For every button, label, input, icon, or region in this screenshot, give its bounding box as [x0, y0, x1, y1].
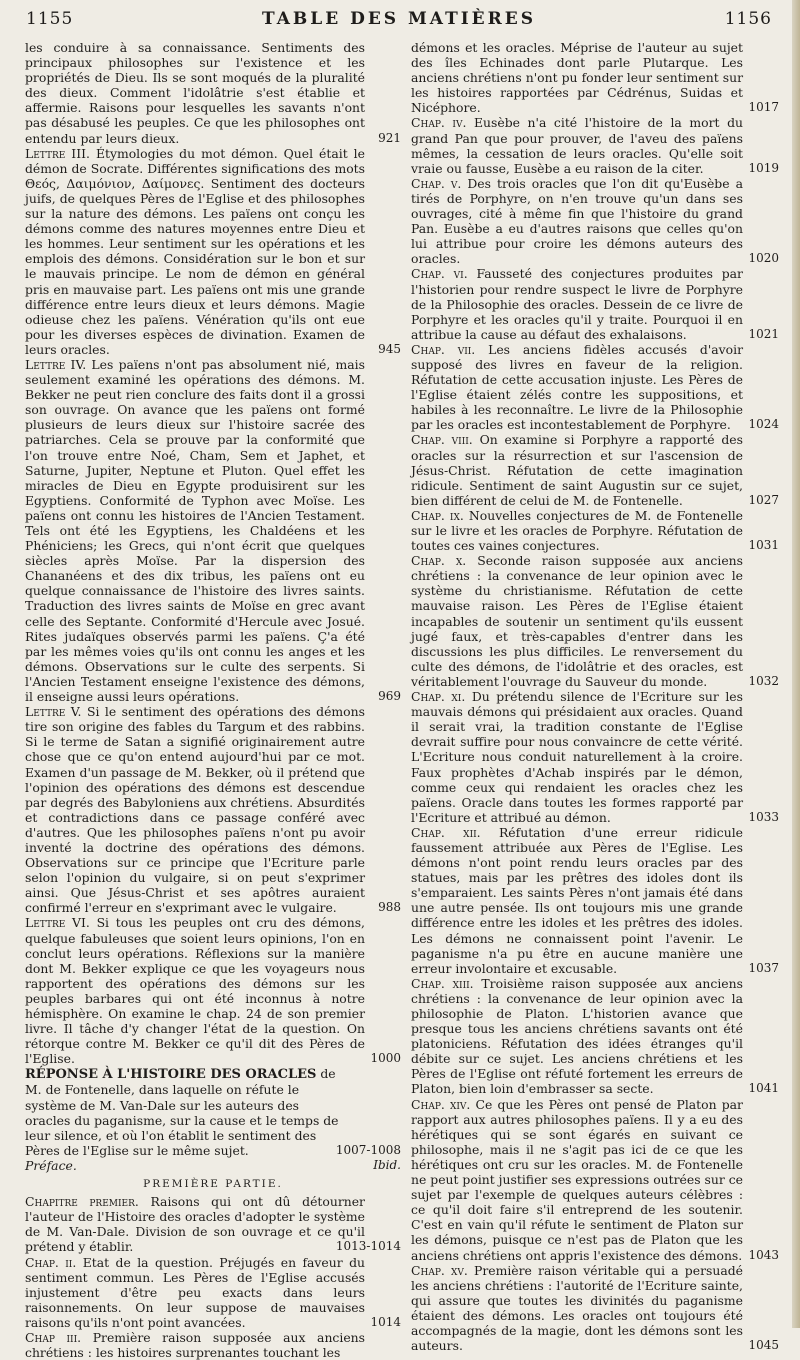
toc-entry-label: Chap. xii. — [411, 824, 481, 840]
left-entries — [25, 40, 401, 1066]
toc-entry — [25, 40, 401, 146]
part-title: PREMIÈRE PARTIE. — [143, 1178, 283, 1191]
toc-entry — [411, 176, 779, 267]
toc-entry-text: Eusèbe n'a cité l'histoire de la mort du grand Pan que pour prouver, de l'aveu des païens mêmes, la cessation de leurs oracles. Qu'elle soit vraie ou fausse, Eusèbe a eu raison de la citer. — [411, 115, 743, 176]
toc-entry-text: Nouvelles conjectures de M. de Fontenelle sur le livre et les oracles de Porphyre. Réfutation de toutes ces vaines conjectures. — [411, 507, 743, 554]
toc-entry — [411, 115, 779, 175]
response-heading-page: 1007-1008 — [335, 1142, 401, 1157]
toc-entry-label: Chap. vi. — [411, 266, 468, 282]
toc-entry-label: Chap. ii. — [25, 1254, 77, 1270]
toc-entry-page: 1041 — [748, 1081, 779, 1096]
toc-entry-label: Lettre III. — [25, 145, 90, 161]
toc-entry-page: 988 — [378, 900, 401, 915]
toc-entry — [25, 1330, 401, 1360]
toc-entry-page: 1020 — [748, 251, 779, 266]
toc-entry-label: Chap. v. — [411, 175, 462, 191]
toc-entry-text: Raisons qui ont dû détourner l'auteur de l'Histoire des oracles d'adopter le système de M. Van-Dale. Division de son ouvrage et ce qu'il prétend y établir. — [25, 1194, 365, 1255]
toc-entry-label: Chapitre premier. — [25, 1194, 139, 1210]
toc-entry-label: Lettre VI. — [25, 915, 90, 931]
right-entries — [411, 40, 779, 1353]
toc-entry-page: 945 — [378, 341, 401, 356]
toc-entry — [411, 553, 779, 689]
toc-entry — [411, 1097, 779, 1263]
toc-entry — [411, 508, 779, 553]
preface-label: Préface. — [25, 1157, 77, 1173]
toc-entry-text: Fausseté des conjectures produites par l'historien pour rendre suspect le livre de Porphyre de la Philosophie des oracles. Dessein de ce livre de Porphyre et les oracles qu'il y traite. Pourquoi il en attribue la cause au défaut des exhalaisons. — [411, 266, 743, 342]
toc-entry — [411, 976, 779, 1097]
toc-entry-page: 1021 — [748, 326, 779, 341]
toc-entry — [25, 915, 401, 1066]
toc-entry-text: Première raison véritable qui a persuadé les anciens chrétiens : l'autorité de l'Ecriture sainte, qui assure que toutes les divinités du paganisme étaient des démons. Les oracles ont toujours été accompagnés de la magie, dont les démons sont les auteurs. — [411, 1262, 743, 1354]
toc-entry-text: Si tous les peuples ont cru des démons, quelque fabuleuses que soient leurs opinions, l'on en conclut leurs opérations. Réflexions sur la manière dont M. Bekker explique ce que les voyageurs nous rapportent des opérations des démons sur les peuples barbares qui ont été inconnus à notre hémisphère. On examine le chap. 24 de son premier livre. Il tâche d'y changer l'état de la question. On rétorque contre M. Bekker ce qu'il dit des Pères de l'Eglise. — [25, 915, 365, 1067]
toc-entry-label: Chap. xv. — [411, 1262, 468, 1278]
toc-entry — [411, 40, 779, 115]
toc-entry — [25, 1194, 401, 1254]
toc-entry — [411, 689, 779, 825]
toc-entry-label: Chap. xi. — [411, 689, 466, 705]
toc-entry-label: Chap. xiii. — [411, 975, 474, 991]
running-title: TABLE DES MATIÈRES — [261, 9, 536, 29]
toc-entry — [411, 825, 779, 976]
toc-entry-text: Seconde raison supposée aux anciens chrétiens : la convenance de leur opinion avec le système du christianisme. Réfutation de cette mauvaise raison. Les Pères de l'Eglise étaient incapables de soutenir un sentiment qu'ils eussent jugé faux, et très-capables d'entrer dans les discussions les plus difficiles. Le renversement du culte des démons, de l'idolâtrie et des oracles, est véritablement l'ouvrage du Sauveur du monde. — [411, 553, 743, 689]
toc-entry — [25, 146, 401, 357]
toc-entry-text: les conduire à sa connaissance. Sentiments des principaux philosophes sur l'existence et les propriétés de Dieu. Ils se sont moqués de la pluralité des dieux. Comment l'idolâtrie s'est établie et affermie. Raisons pour lesquelles les savants n'ont pas désabusé les peuples. Ce que les philosophes ont entendu par leurs dieux. — [25, 40, 365, 146]
toc-entry-text: Etat de la question. Préjugés en faveur du sentiment commun. Les Pères de l'Eglise accusés injustement d'être peu exacts dans leurs raisonnements. On leur suppose de mauvaises raisons qu'ils n'ont point avancées. — [25, 1254, 365, 1330]
toc-entry-label: Lettre V. — [25, 704, 82, 720]
left-page-number: 1155 — [26, 9, 74, 29]
toc-entry-text: Si le sentiment des opérations des démons tire son origine des fables du Targum et des rabbins. Si le terme de Satan a signifié originairement autre chose que ce qu'on entend aujourd'hui par ce mot. Examen d'un passage de M. Bekker, où il prétend que l'opinion des opérations des démons est descendue par degrés des Babyloniens aux chrétiens. Absurdités et contradictions dans ce passage conféré avec d'autres. Que les philosophes païens n'ont pu avoir inventé la doctrine des opérations des démons. Observations sur ce principe que l'Ecriture parle selon l'opinion du vulgaire, si on peut s'exprimer ainsi. Que Jésus-Christ et ses apôtres auraient confirmé l'erreur en s'exprimant avec le vulgaire. — [25, 704, 365, 916]
toc-entry-label: Chap. vii. — [411, 341, 476, 357]
left-column — [25, 40, 401, 1360]
toc-entry-page: 1027 — [748, 492, 779, 507]
toc-entry — [25, 1255, 401, 1330]
toc-entry — [411, 342, 779, 433]
response-heading-title: RÉPONSE À L'HISTOIRE DES ORACLES — [25, 1067, 317, 1083]
page-edge — [792, 0, 800, 1328]
toc-entry-text: Les anciens fidèles accusés d'avoir supposé des livres en faveur de la religion. Réfutation de cette accusation injuste. Les Pères de l'Eglise étaient zélés contre les suppositions, et habiles à les reconnaître. Le livre de la Philosophie par les oracles est incontestablement de Porphyre. — [411, 341, 743, 433]
toc-entry-page: 1017 — [748, 100, 779, 115]
toc-entry-label: Chap. viii. — [411, 432, 473, 448]
toc-entry — [25, 704, 401, 915]
preface-page: Ibid. — [373, 1157, 401, 1172]
toc-entry-page: 1033 — [748, 809, 779, 824]
toc-entry — [411, 432, 779, 507]
toc-entry-label: Chap. xiv. — [411, 1096, 471, 1112]
toc-entry-text: Des trois oracles que l'on dit qu'Eusèbe a tirés de Porphyre, on n'en trouve qu'un dans ses ouvrages, cité à même fin que l'histoire du grand Pan. Eusèbe a eu d'autres raisons que celles qu'on lui attribue pour croire les démons auteurs des oracles. — [411, 175, 743, 267]
preface-row — [25, 1158, 401, 1173]
right-page-number: 1156 — [724, 9, 772, 29]
toc-entry-page: 1013-1014 — [335, 1239, 401, 1254]
toc-entry — [25, 357, 401, 704]
toc-entry-label: Chap iii. — [25, 1329, 82, 1345]
toc-entry-page: 1037 — [748, 960, 779, 975]
page-header — [26, 6, 772, 32]
response-heading — [25, 1066, 401, 1158]
toc-entry-text: Troisième raison supposée aux anciens chrétiens : la convenance de leur opinion avec la philosophie de Platon. L'historien avance que presque tous les anciens chrétiens savants ont été platoniciens. Réfutation des idées étranges qu'il débite sur ce sujet. Les anciens chrétiens et les Pères de l'Eglise ont réfuté fortement les erreurs de Platon, bien loin d'embrasser sa secte. — [411, 975, 743, 1097]
toc-entry — [411, 1263, 779, 1354]
left-entries-after — [25, 1194, 401, 1360]
toc-entry-page: 1043 — [748, 1247, 779, 1262]
toc-entry-text: Du prétendu silence de l'Ecriture sur les mauvais démons qui présidaient aux oracles. Quand il serait vrai, la tradition constante de l'Eglise devrait suffire pour nous convaincre de cette vérité. L'Ecriture nous conduit naturellement à la croire. Faux prophètes d'Achab inspirés par le démon, comme ceux qui rendaient les oracles chez les païens. Oracle dans toutes les formes rapporté par l'Ecriture et attribué au démon. — [411, 689, 743, 825]
toc-entry-text: Ce que les Pères ont pensé de Platon par rapport aux autres philosophes païens. Il y a eu des hérétiques qui se sont égarés en suivant ce philosophe, mais il ne s'agit pas ici de ce que les hérétiques ont cru sur les oracles. M. de Fontenelle ne peut point justifier ses expressions outrées sur ce sujet par l'exemple de quelques auteurs célèbres : ce qu'il doit faire s'il entreprend de les soutenir. C'est en vain qu'il réfute le sentiment de Platon sur les démons, puisque ce n'est pas de Platon que les anciens chrétiens ont appris l'existence des démons. — [411, 1096, 743, 1263]
toc-entry-page: 1014 — [370, 1314, 401, 1329]
toc-entry-page: 1024 — [748, 417, 779, 432]
response-heading-text: de M. de Fontenelle, dans laquelle on réfute le système de M. Van-Dale sur les auteurs des oracles du paganisme, sur la cause et le temps de leur silence, et où l'on établit le sentiment des Pères de l'Eglise sur le même sujet. — [25, 1066, 339, 1158]
toc-entry-label: Chap. x. — [411, 553, 467, 569]
toc-entry-label: Chap. ix. — [411, 507, 464, 523]
toc-entry-text: Première raison supposée aux anciens chrétiens : les histoires surprenantes touchant les — [25, 1329, 365, 1360]
toc-entry-page: 1000 — [370, 1051, 401, 1066]
right-column — [411, 40, 779, 1353]
toc-entry-text: démons et les oracles. Méprise de l'auteur au sujet des îles Echinades dont parle Plutarque. Les anciens chrétiens n'ont pu fonder leur sentiment sur les histoires rapportées par Cédrénus, Suidas et Nicéphore. — [411, 40, 743, 116]
toc-entry-label: Lettre IV. — [25, 356, 87, 372]
toc-entry-page: 1045 — [748, 1338, 779, 1353]
toc-entry-text: Réfutation d'une erreur ridicule faussement attribuée aux Pères de l'Eglise. Les démons n'ont point rendu leurs oracles par des statues, mais par les prêtres des idoles dont ils s'emparaient. Les saints Pères n'ont jamais été dans une autre pensée. Ils ont toujours mis une grande différence entre les idoles et les prêtres des idoles. Les démons ne connaissent point l'avenir. Le paganisme n'a pu être en aucune manière une erreur involontaire et excusable. — [411, 824, 743, 976]
toc-entry-page: 1019 — [748, 160, 779, 175]
toc-entry-page: 921 — [378, 130, 401, 145]
toc-entry-label: Chap. iv. — [411, 115, 467, 131]
toc-entry-text: Les païens n'ont pas absolument nié, mais seulement examiné les opérations des démons. M. Bekker ne peut rien conclure des faits dont il a grossi son ouvrage. On avance que les païens ont formé plusieurs de leurs dieux sur l'histoire sacrée des patriarches. Cela se prouve par la conformité que l'on trouve entre Noé, Cham, Sem et Japhet, et Saturne, Jupiter, Neptune et Pluton. Quel effet les miracles de Dieu en Egypte produisirent sur les Egyptiens. Conformité de Typhon avec Moïse. Les païens ont connu les histoires de l'Ancien Testament. Tels ont été les Egyptiens, les Chaldéens et les Phéniciens; les Grecs, qui n'ont écrit que quelques siècles après Moïse. Par la dispersion des Chananéens et des dix tribus, les païens ont eu quelque connaissance de l'histoire des livres saints. Traduction des livres saints de Moïse en grec avant celle des Septante. Conformité d'Hercule avec Josué. Rites judaïques observés parmi les païens. Ç'a été par les mêmes voies qu'ils ont connu les anges et les démons. Observations sur le culte des serpents. Si l'Ancien Testament enseigne l'existence des démons, il enseigne aussi leurs opérations. — [25, 356, 365, 705]
toc-entry-text: On examine si Porphyre a rapporté des oracles sur la résurrection et sur l'ascension de Jésus-Christ. Réfutation de cette imagination ridicule. Sentiment de saint Augustin sur ce sujet, bien différent de celui de M. de Fontenelle. — [411, 432, 743, 508]
toc-entry-page: 1031 — [748, 538, 779, 553]
toc-entry-page: 1032 — [748, 673, 779, 688]
toc-entry-page: 969 — [378, 689, 401, 704]
toc-entry — [411, 266, 779, 341]
toc-entry-text: Étymologies du mot démon. Quel était le démon de Socrate. Différentes significations des mots Θεός, Δαιμόνιον, Δαίμονες. Sentiment des docteurs juifs, de quelques Pères de l'Eglise et des philosophes sur la nature des démons. Les païens ont conçu les démons comme des natures moyennes entre Dieu et les hommes. Leur sentiment sur les opérations et les emplois des démons. Considération sur le bon et sur le mauvais principe. Le nom de démon en général pris en mauvaise part. Les païens ont mis une grande différence entre leurs dieux et leurs démons. Magie odieuse chez les païens. Vénération qu'ils ont eue pour les diverses espèces de divination. Examen de leurs oracles. — [25, 145, 365, 357]
